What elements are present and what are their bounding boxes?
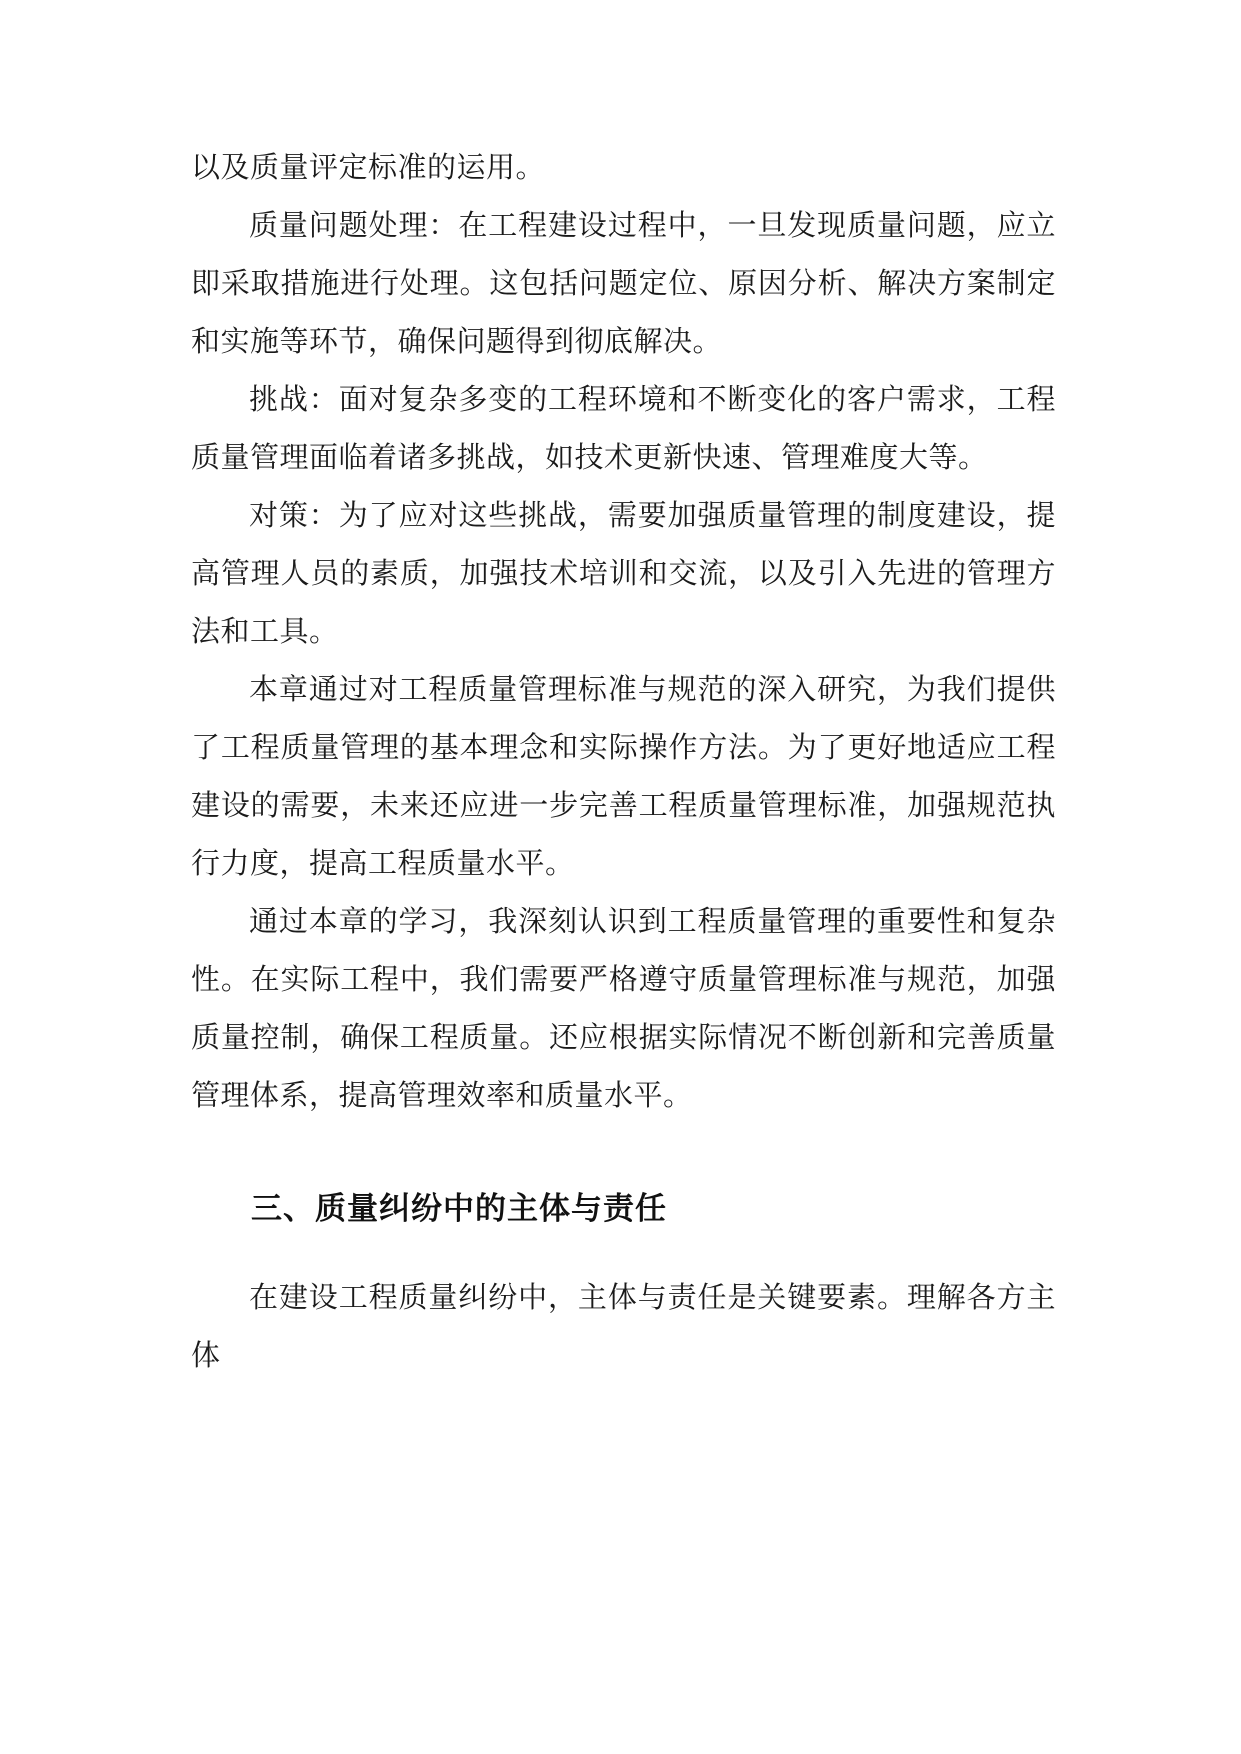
paragraph-section-intro: 在建设工程质量纠纷中，主体与责任是关键要素。理解各方主体 bbox=[191, 1280, 1056, 1372]
paragraph-chapter-summary: 本章通过对工程质量管理标准与规范的深入研究，为我们提供了工程质量管理的基本理念和实际操作方法。为了更好地适应工程建设的需要，未来还应进一步完善工程质量管理标准，加强规范执行力度，提高工程质量水平。 bbox=[191, 672, 1056, 880]
paragraph-learning-reflection: 通过本章的学习，我深刻认识到工程质量管理的重要性和复杂性。在实际工程中，我们需要严格遵守质量管理标准与规范，加强质量控制，确保工程质量。还应根据实际情况不断创新和完善质量管理体系，提高管理效率和质量水平。 bbox=[191, 904, 1056, 1112]
paragraph-continuation: 以及质量评定标准的运用。 bbox=[191, 150, 546, 184]
paragraph-countermeasures: 对策：为了应对这些挑战，需要加强质量管理的制度建设，提高管理人员的素质，加强技术培训和交流，以及引入先进的管理方法和工具。 bbox=[191, 498, 1056, 648]
paragraph-challenges: 挑战：面对复杂多变的工程环境和不断变化的客户需求，工程质量管理面临着诸多挑战，如技术更新快速、管理难度大等。 bbox=[191, 382, 1056, 474]
section-heading: 三、质量纠纷中的主体与责任 bbox=[251, 1191, 667, 1227]
document-body bbox=[191, 138, 1056, 1384]
paragraph-quality-issue-handling: 质量问题处理：在工程建设过程中，一旦发现质量问题，应立即采取措施进行处理。这包括问题定位、原因分析、解决方案制定和实施等环节，确保问题得到彻底解决。 bbox=[191, 208, 1056, 358]
